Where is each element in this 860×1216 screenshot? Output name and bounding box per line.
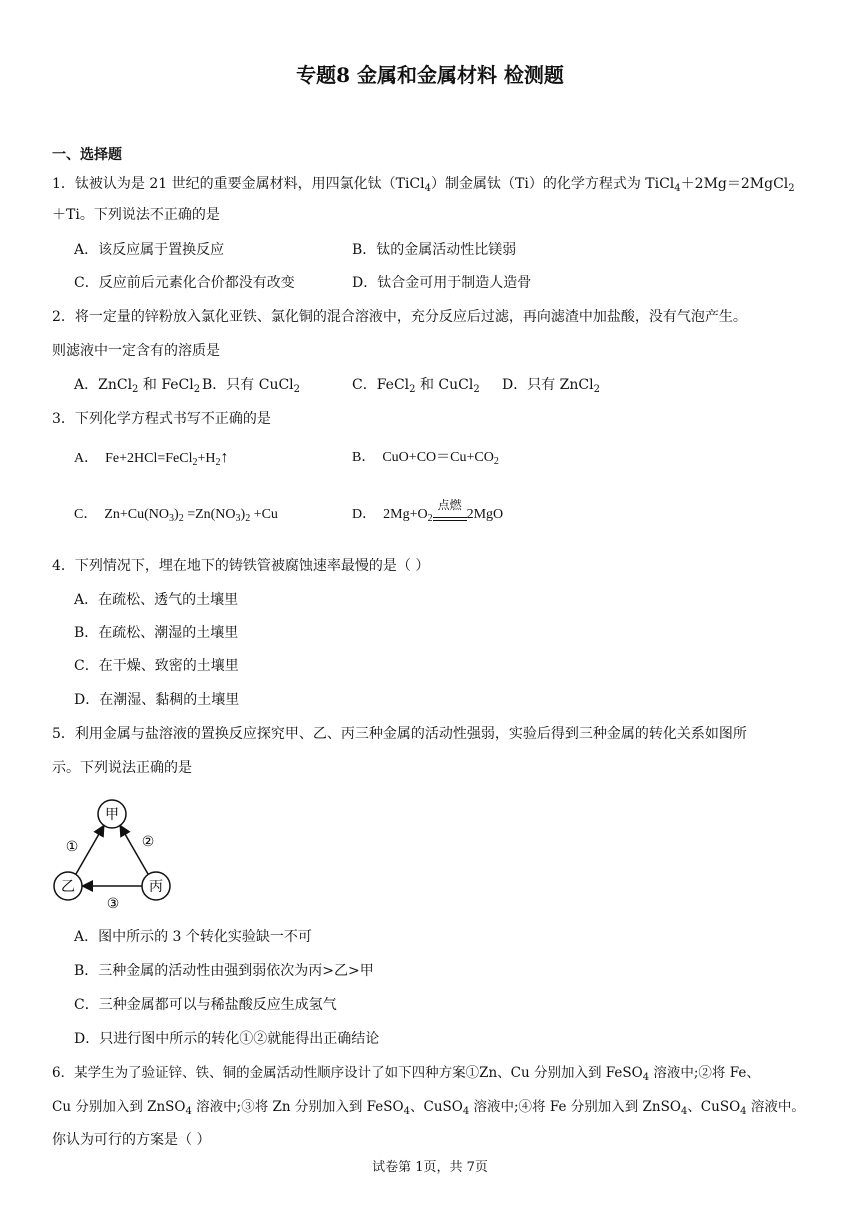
section-heading: 一、选择题 — [52, 147, 122, 163]
node-jia-label: 甲 — [105, 807, 119, 823]
q3-option-b: B． $CuO+CO=Cu+CO_2$ — [352, 450, 499, 467]
q5-option-c: C．三种金属都可以与稀盐酸反应生成氢气 — [74, 997, 337, 1013]
q4-option-c: C．在干燥、致密的土壤里 — [74, 658, 239, 674]
q1-option-c: C．反应前后元素化合价都没有改变 — [74, 275, 295, 291]
q2-option-d: D．只有 ZnCl$_2$ — [502, 377, 600, 395]
q4-option-b: B．在疏松、潮湿的土壤里 — [74, 625, 239, 641]
q1-stem-line2: ＋Ti。下列说法不正确的是 — [52, 207, 220, 223]
q1-option-d: D．钛合金可用于制造人造骨 — [352, 275, 532, 291]
q2-stem-line1: 2．将一定量的锌粉放入氯化亚铁、氯化铜的混合溶液中，充分反应后过滤，再向滤渣中加盐酸，没有气泡产生。 — [52, 309, 747, 325]
arrow-3-label: ③ — [106, 896, 120, 911]
reaction-condition: 点燃 — [433, 514, 467, 518]
q5-option-d: D．只进行图中所示的转化①②就能得出正确结论 — [74, 1031, 380, 1047]
q2-option-a: A．ZnCl$_2$ 和 FeCl$_2$ — [74, 377, 201, 395]
arrow-2-label: ② — [141, 834, 155, 850]
q1-option-b: B．钛的金属活动性比镁弱 — [352, 242, 517, 258]
page-footer: 试卷第 1页，共 7页 — [372, 1160, 488, 1175]
q5-option-b: B．三种金属的活动性由强到弱依次为丙>乙>甲 — [74, 963, 374, 979]
page-title: 专题8 金属和金属材料 检测题 — [296, 63, 564, 87]
arrow-1-label: ① — [65, 839, 79, 855]
q3-stem: 3．下列化学方程式书写不正确的是 — [52, 411, 271, 427]
q6-stem-line3: 你认为可行的方案是（ ） — [52, 1132, 211, 1148]
q5-option-a: A．图中所示的 3 个转化实验缺一不可 — [74, 929, 312, 945]
node-yi-label: 乙 — [61, 879, 75, 895]
q3-option-c: C． $Zn+Cu(NO_3)_2 =Zn(NO_3)_2 +Cu$ — [74, 507, 278, 524]
q4-stem: 4．下列情况下，埋在地下的铸铁管被腐蚀速率最慢的是（ ） — [52, 558, 430, 574]
q5-stem-line1: 5．利用金属与盐溶液的置换反应探究甲、乙、丙三种金属的活动性强弱，实验后得到三种金属的转化关系如图所 — [52, 726, 747, 742]
q2-stem-line2: 则滤液中一定含有的溶质是 — [52, 343, 220, 359]
q6-stem-line1: 6．某学生为了验证锌、铁、铜的金属活动性顺序设计了如下四种方案①Zn、Cu 分别加入到 FeSO$_4$ 溶液中;②将 Fe、 — [52, 1065, 760, 1083]
metal-conversion-diagram — [52, 796, 177, 911]
q1-stem-line1: 1．钛被认为是 21 世纪的重要金属材料，用四氯化钛（TiCl$_4$）制金属钛（Ti）的化学方程式为 TiCl$_4$＋2Mg＝2MgCl$_2$ — [52, 176, 795, 194]
q4-option-d: D．在潮湿、黏稠的土壤里 — [74, 692, 240, 708]
node-bing-label: 丙 — [149, 879, 163, 895]
q5-stem-line2: 示。下列说法正确的是 — [52, 760, 192, 776]
q3-option-a: A． $Fe+2HCl=FeCl_2+H_2↑$ — [74, 449, 229, 468]
q1-option-a: A．该反应属于置换反应 — [74, 242, 225, 258]
q3-option-d: D． $2Mg+O_2$ 点燃 2MgO — [352, 498, 504, 524]
q2-option-c: C．FeCl$_2$ 和 CuCl$_2$ — [352, 377, 480, 395]
arrow-1 — [76, 827, 103, 874]
q6-stem-line2: Cu 分别加入到 ZnSO$_4$ 溶液中;③将 Zn 分别加入到 FeSO$_4$、CuSO$_4$ 溶液中;④将 Fe 分别加入到 ZnSO$_4$、CuSO$_4$ 溶液中。 — [52, 1099, 805, 1117]
q4-option-a: A．在疏松、透气的土壤里 — [74, 592, 239, 608]
q2-option-b: B．只有 CuCl$_2$ — [202, 377, 301, 395]
